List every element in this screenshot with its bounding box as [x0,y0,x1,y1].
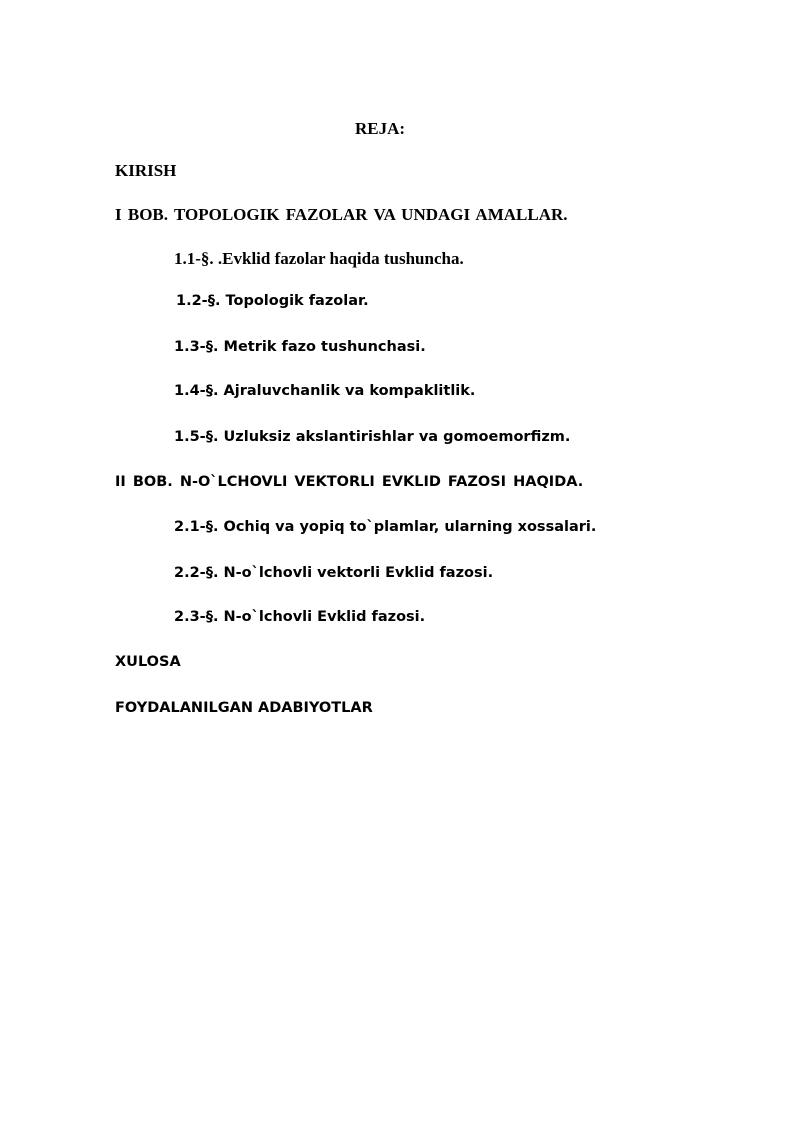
section-1-4: 1.4-§. Ajraluvchanlik va kompaklitlik. [174,383,476,399]
section-2-2: 2.2-§. N-o`lchovli vektorli Evklid fazosi. [174,565,494,581]
section-1-2: 1.2-§. Topologik fazolar. [176,293,369,309]
intro-heading: KIRISH [115,161,177,180]
section-2-1: 2.1-§. Ochiq va yopiq to`plamlar, ularning xossalari. [174,519,597,535]
section-1-3: 1.3-§. Metrik fazo tushunchasi. [174,339,426,355]
conclusion-heading: XULOSA [115,654,181,670]
chapter-2-heading: II BOB. N-O`LCHOVLI VEKTORLI EVKLID FAZOSI HAQIDA. [115,474,584,490]
plan-title: REJA: [355,119,406,138]
section-1-1: 1.1-§. .Evklid fazolar haqida tushuncha. [174,249,464,268]
chapter-1-heading: I BOB. TOPOLOGIK FAZOLAR VA UNDAGI AMALLAR. [115,205,568,224]
section-2-3: 2.3-§. N-o`lchovli Evklid fazosi. [174,609,426,625]
section-1-5: 1.5-§. Uzluksiz akslantirishlar va gomoemorfizm. [174,429,571,445]
references-heading: FOYDALANILGAN ADABIYOTLAR [115,700,373,716]
